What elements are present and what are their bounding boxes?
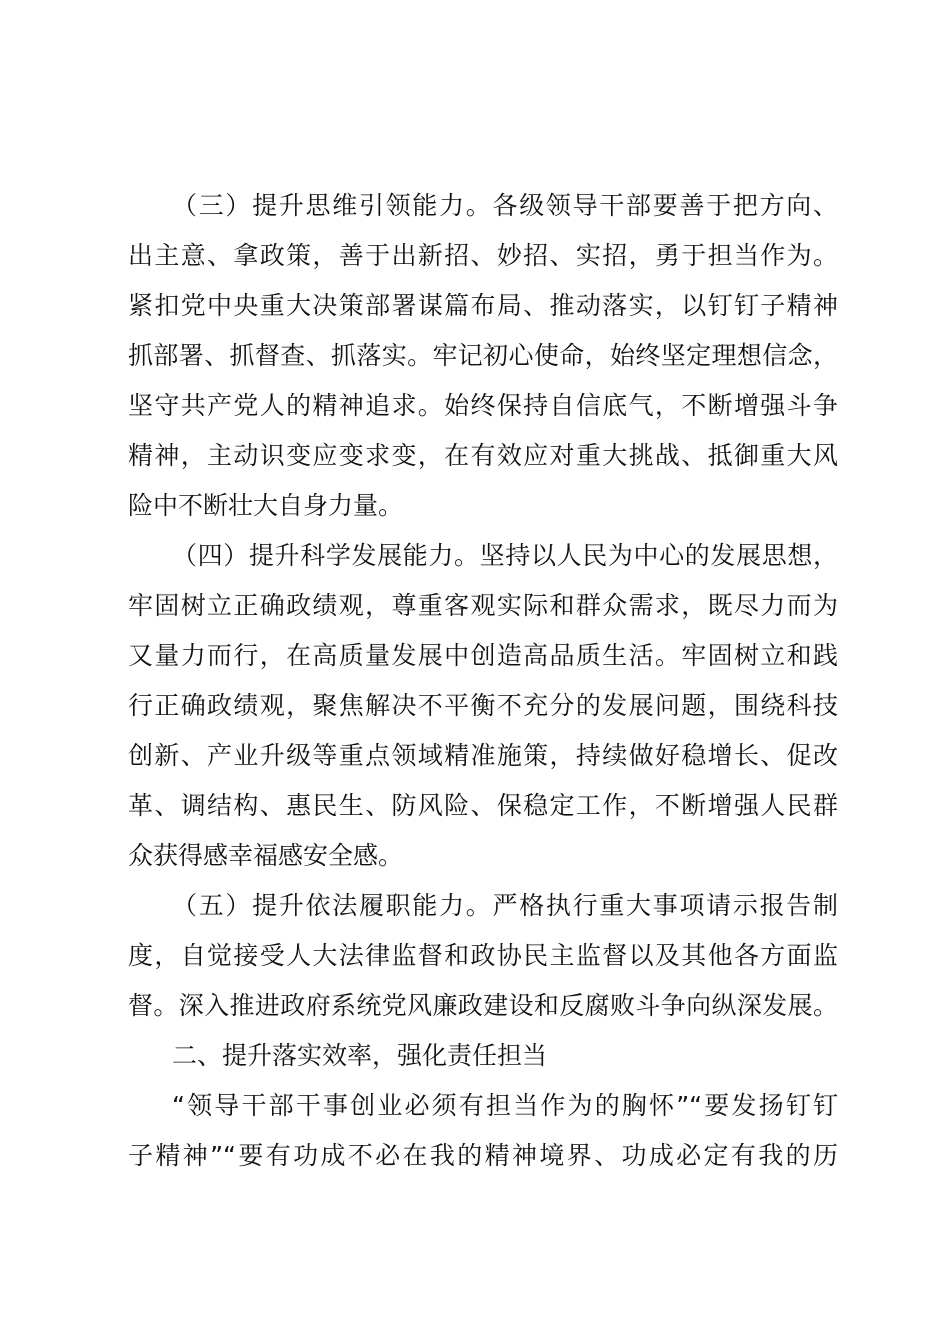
paragraph-line: “领导干部干事创业必须有担当作为的胸怀”“要发扬钉钉	[172, 1091, 838, 1120]
document-body	[128, 181, 838, 1181]
paragraph-line: 抓部署、抓督查、抓落实。牢记初心使命，始终坚定理想信念，	[128, 341, 838, 370]
paragraph-line: 又量力而行，在高质量发展中创造高品质生活。牢固树立和践	[128, 641, 838, 670]
paragraph-line: （三）提升思维引领能力。各级领导干部要善于把方向、	[172, 191, 838, 220]
paragraph-line: 精神，主动识变应变求变，在有效应对重大挑战、抵御重大风	[128, 441, 838, 470]
paragraph-line: （五）提升依法履职能力。严格执行重大事项请示报告制	[172, 891, 838, 920]
paragraph-line: 度，自觉接受人大法律监督和政协民主监督以及其他各方面监	[128, 941, 838, 970]
paragraph-line: 坚守共产党人的精神追求。始终保持自信底气，不断增强斗争	[128, 391, 838, 420]
paragraph-line: 革、调结构、惠民生、防风险、保稳定工作，不断增强人民群	[128, 791, 838, 820]
paragraph-line: 牢固树立正确政绩观，尊重客观实际和群众需求，既尽力而为	[128, 591, 838, 620]
section-heading: 二、提升落实效率，强化责任担当	[172, 1041, 548, 1070]
paragraph-line: 众获得感幸福感安全感。	[128, 841, 404, 870]
paragraph-line: 子精神”“要有功成不必在我的精神境界、功成必定有我的历	[128, 1141, 838, 1170]
paragraph-line: 督。深入推进政府系统党风廉政建设和反腐败斗争向纵深发展。	[128, 991, 838, 1020]
paragraph-line: 险中不断壮大自身力量。	[128, 491, 404, 520]
paragraph-line: 行正确政绩观，聚焦解决不平衡不充分的发展问题，围绕科技	[128, 691, 838, 720]
paragraph-line: 出主意、拿政策，善于出新招、妙招、实招，勇于担当作为。	[128, 241, 838, 270]
paragraph-line: （四）提升科学发展能力。坚持以人民为中心的发展思想，	[172, 541, 838, 570]
paragraph-line: 创新、产业升级等重点领域精准施策，持续做好稳增长、促改	[128, 741, 838, 770]
paragraph-line: 紧扣党中央重大决策部署谋篇布局、推动落实，以钉钉子精神	[128, 291, 838, 320]
